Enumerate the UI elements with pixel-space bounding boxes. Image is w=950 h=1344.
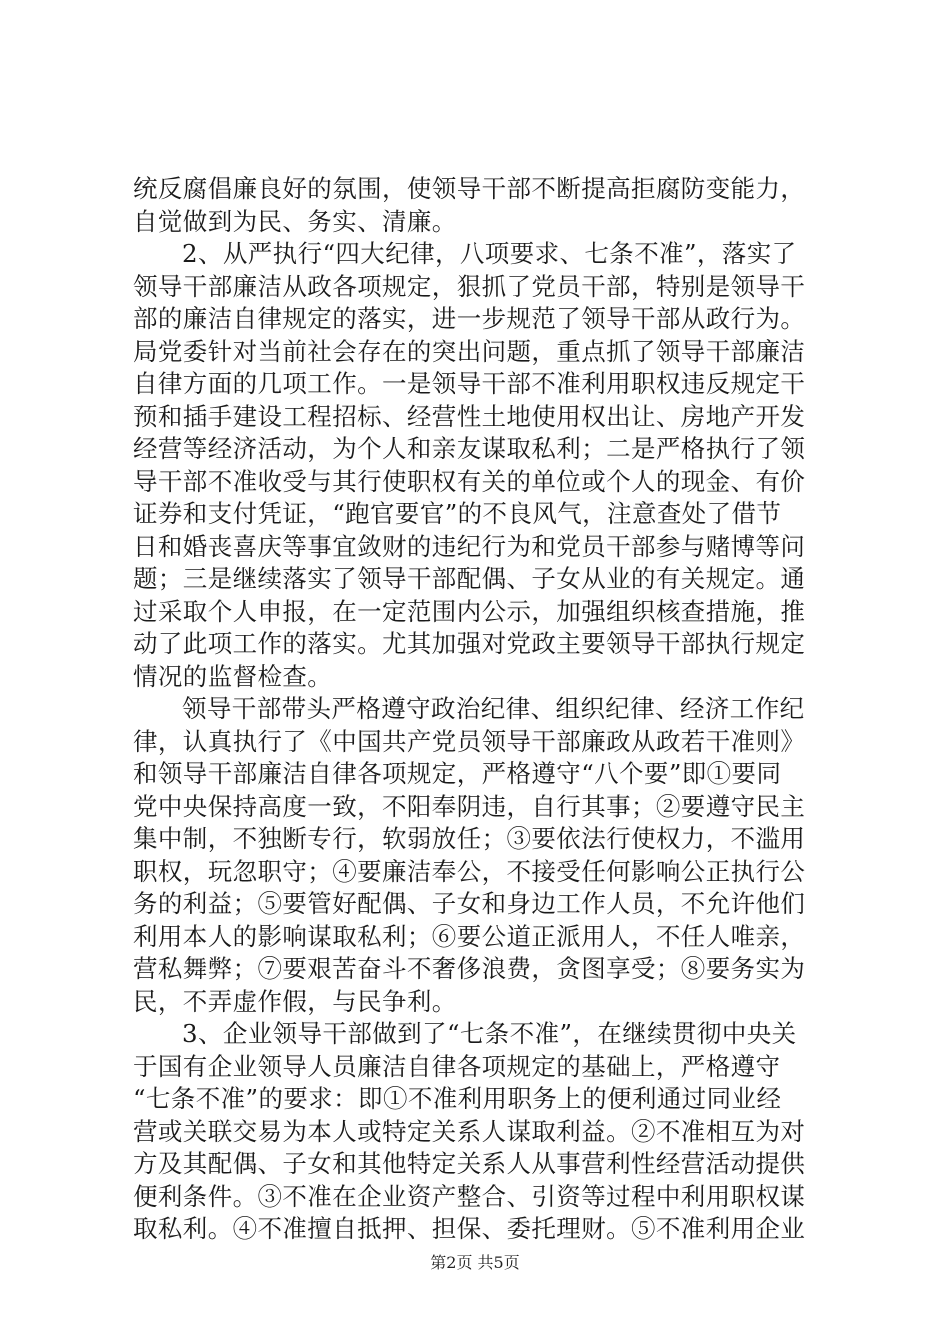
text-line: 营私舞弊；⑦要艰苦奋斗不奢侈浪费，贪图享受；⑧要务实为 [133, 954, 806, 983]
text-line: 民，不弄虚作假，与民争利。 [133, 986, 457, 1016]
text-line: 营或关联交易为本人或特定关系人谋取利益。②不准相互为对 [133, 1116, 806, 1146]
text-line: 利用本人的影响谋取私利；⑥要公道正派用人，不任人唯亲， [133, 921, 806, 951]
text-line: 统反腐倡廉良好的氛围，使领导干部不断提高拒腐防变能力， [133, 174, 806, 203]
text-line: 领导干部带头严格遵守政治纪律、组织纪律、经济工作纪 [182, 694, 805, 723]
text-line: 日和婚丧喜庆等事宜敛财的违纪行为和党员干部参与赌博等问 [133, 531, 806, 561]
text-line: 领导干部廉洁从政各项规定，狠抓了党员干部，特别是领导干 [133, 271, 806, 301]
text-line: 证券和支付凭证，“跑官要官”的不良风气，注意查处了借节 [133, 499, 782, 528]
page-number-label: 第2页 共5页 [430, 1253, 520, 1272]
text-line: 于国有企业领导人员廉洁自律各项规定的基础上，严格遵守 [133, 1051, 781, 1081]
text-line: 自律方面的几项工作。一是领导干部不准利用职权违反规定干 [133, 369, 806, 398]
page-footer [0, 1250, 950, 1273]
text-line: 集中制，不独断专行，软弱放任；③要依法行使权力，不滥用 [133, 824, 806, 853]
text-line: 务的利益；⑤要管好配偶、子女和身边工作人员，不允许他们 [133, 889, 806, 918]
text-line: 自觉做到为民、务实、清廉。 [133, 206, 457, 236]
text-line: 过采取个人申报，在一定范围内公示，加强组织核查措施，推 [133, 596, 806, 626]
text-line: 预和插手建设工程招标、经营性土地使用权出让、房地产开发 [133, 401, 806, 431]
text-line: 便利条件。③不准在企业资产整合、引资等过程中利用职权谋 [133, 1181, 806, 1211]
text-line: 2、从严执行“四大纪律，八项要求、七条不准”，落实了 [182, 239, 797, 268]
text-line: “七条不准”的要求：即①不准利用职务上的便利通过同业经 [133, 1084, 782, 1113]
text-line: 情况的监督检查。 [133, 661, 333, 691]
text-line: 方及其配偶、子女和其他特定关系人从事营利性经营活动提供 [133, 1149, 806, 1178]
text-line: 取私利。④不准擅自抵押、担保、委托理财。⑤不准利用企业 [133, 1214, 806, 1243]
text-line: 经营等经济活动，为个人和亲友谋取私利；二是严格执行了领 [133, 434, 806, 463]
text-line: 和领导干部廉洁自律各项规定，严格遵守“八个要”即①要同 [133, 759, 782, 788]
text-line: 部的廉洁自律规定的落实，进一步规范了领导干部从政行为。 [133, 304, 806, 333]
text-line: 党中央保持高度一致，不阳奉阴违，自行其事；②要遵守民主 [133, 791, 806, 821]
body-text [133, 173, 833, 1246]
text-line: 动了此项工作的落实。尤其加强对党政主要领导干部执行规定 [133, 629, 806, 658]
text-line: 律，认真执行了《中国共产党员领导干部廉政从政若干准则》 [133, 726, 806, 756]
text-line: 职权，玩忽职守；④要廉洁奉公，不接受任何影响公正执行公 [133, 856, 806, 886]
text-line: 题；三是继续落实了领导干部配偶、子女从业的有关规定。通 [133, 564, 806, 593]
text-line: 局党委针对当前社会存在的突出问题，重点抓了领导干部廉洁 [133, 336, 806, 366]
text-line: 导干部不准收受与其行使职权有关的单位或个人的现金、有价 [133, 466, 806, 496]
text-line: 3、企业领导干部做到了“七条不准”，在继续贯彻中央关 [182, 1019, 797, 1048]
